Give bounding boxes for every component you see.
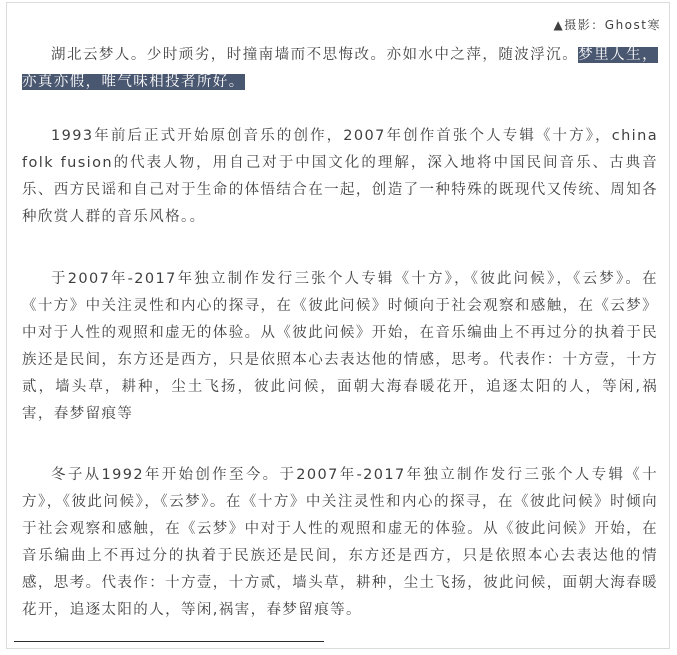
photo-credit: 摄影：Ghost寒	[564, 18, 661, 32]
paragraph-career: 1993年前后正式开始原创音乐的创作，2007年创作首张个人专辑《十方》，china folk fusion的代表人物，用自己对于中国文化的理解，深入地将中国民间音乐、古典音乐、西方民谣和自己对于生命的体悟结合在一起，创造了一种特殊的既现代又传统、周知各种欣赏人群的音乐风格。。	[22, 128, 658, 225]
paragraph-intro	[22, 42, 658, 96]
bottom-divider	[14, 641, 324, 642]
paragraph-biography: 冬子从1992年开始创作至今。于2007年-2017年独立制作发行三张个人专辑《十方》，《彼此问候》，《云梦》。在《十方》中关注灵性和内心的探寻，在《彼此问候》时倾向于社会观察和感触，在《云梦》中对于人性的观照和虚无的体验。从《彼此问候》开始，在音乐编曲上不再过分的执着于民族还是民间，东方还是西方，只是依照本心去表达他的情感，思考。代表作：十方壹，十方贰，墙头草，耕种，尘土飞扬，彼此问候，面朝大海春暖花开，追逐太阳的人，等闲,祸害，春梦留痕等。	[22, 467, 658, 618]
paragraph-albums: 于2007年-2017年独立制作发行三张个人专辑《十方》，《彼此问候》，《云梦》。在《十方》中关注灵性和内心的探寻，在《彼此问候》时倾向于社会观察和感触，在《云梦》中对于人性的观照和虚无的体验。从《彼此问候》开始，在音乐编曲上不再过分的执着于民族还是民间，东方还是西方，只是依照本心去表达他的情感，思考。代表作：十方壹，十方贰，墙头草，耕种，尘土飞扬，彼此问候，面朝大海春暖花开，追逐太阳的人，等闲,祸害，春梦留痕等	[22, 271, 658, 422]
paragraph-intro-text: 湖北云梦人。少时顽劣，时撞南墙而不思悔改。亦如水中之萍，随波浮沉。	[51, 47, 579, 63]
highlighted-text[interactable]: 梦里人生，亦真亦假，唯气味相投者所好。	[22, 47, 659, 90]
photo-caption	[554, 16, 661, 33]
triangle-up-icon: ▲	[553, 18, 565, 32]
